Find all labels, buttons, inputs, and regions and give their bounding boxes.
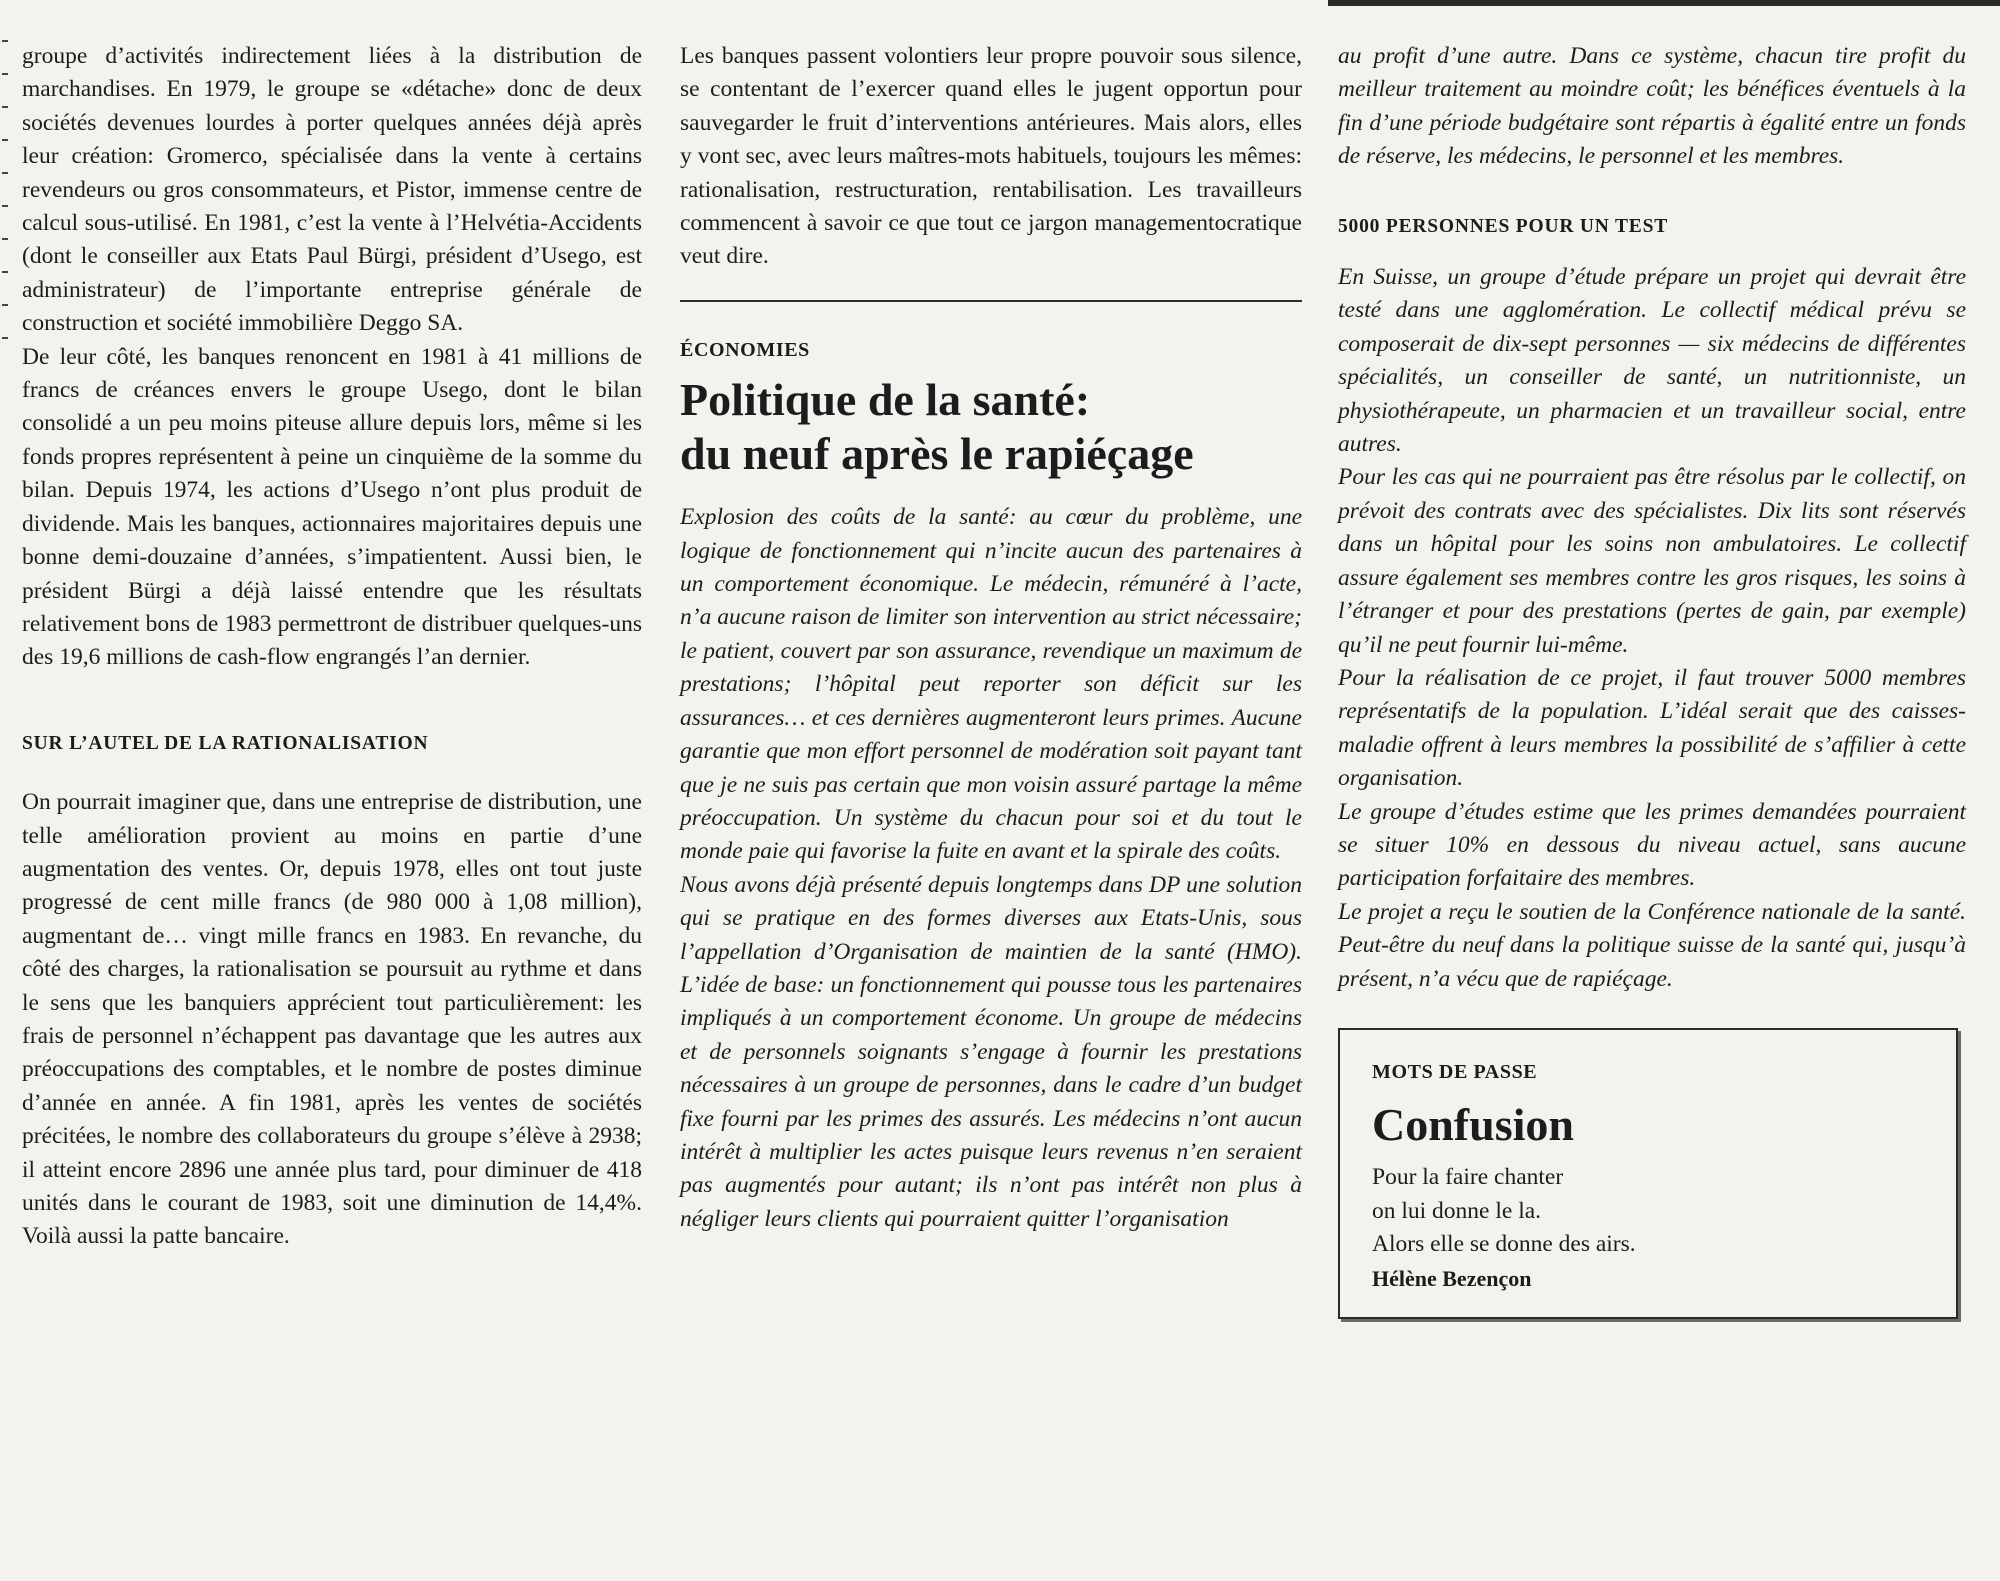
poem-box — [1338, 1028, 1958, 1319]
article-body-section — [1338, 261, 1966, 996]
paragraph: Le groupe d’études estime que les primes demandées pourraient se situer 10% en dessous du niveau actuel, sans aucune participation forfaitaire des membres. — [1338, 798, 1966, 892]
article-body-continued — [1338, 40, 1966, 174]
paragraph: En Suisse, un groupe d’étude prépare un projet qui devrait être testé dans une agglomération. Le collectif médical prévu se composerait de dix-sept personnes — six médecins de différentes spécialités, un conseiller de santé, un nutritionniste, un physiothérapeute, un pharmacien et un travailleur social, entre autres. — [1338, 264, 1966, 458]
paragraph: Pour les cas qui ne pourraient pas être résolus par le collectif, on prévoit des contrats avec des spécialistes. Dix lits sont réservés dans un hôpital pour les soins non ambulatoires. Le collectif assure également ses membres contre les gros risques, les soins à l’étranger et pour des prestations (pertes de gain, par exemple) qu’il ne peut fournir lui-même. — [1338, 464, 1966, 658]
box-title: Confusion — [1372, 1099, 1574, 1151]
paragraph: Explosion des coûts de la santé: au cœur du problème, une logique de fonctionnement qui n’incite aucun des partenaires à un comportement économique. Le médecin, rémunéré à l’acte, n’a aucune raison de limiter son intervention au strict nécessaire; le patient, couvert par son assurance, revendique un maximum de prestations; l’hôpital peut reporter son déficit sur les assurances… et ces dernières augmenteront leurs primes. Aucune garantie que mon effort personnel de modération soit payant tant que je ne suis pas certain que mon voisin assuré partage la même préoccupation. Un système du chacun pour soi et du tout le monde paie qui favorise la fuite en avant et la spirale des coûts. — [680, 504, 1302, 865]
headline-line-1: Politique de la santé: — [680, 374, 1091, 426]
top-rule — [1328, 0, 2000, 6]
paragraph: groupe d’activités indirectement liées à la distribution de marchandises. En 1979, le groupe se «détache» donc de deux sociétés devenues lourdes à porter quelques années déjà après leur création: Gromerco, spécialisée dans la vente à certains revendeurs ou gros consommateurs, et Pistor, immense centre de calcul sous-utilisé. En 1981, c’est la vente à l’Helvétia-Accidents (dont le conseiller aux Etats Paul Bürgi, président d’Usego, est administrateur) de l’importante entreprise générale de construction et société immobilière Deggo SA. — [22, 43, 642, 337]
poem-line: Pour la faire chanter — [1372, 1164, 1564, 1191]
column-2 — [680, 40, 1302, 1236]
article-divider — [680, 300, 1302, 302]
article-headline — [680, 373, 1302, 481]
paragraph: au profit d’une autre. Dans ce système, chacun tire profit du meilleur traitement au moindre coût; les bénéfices éventuels à la fin d’une période budgétaire sont répartis à égalité entre un fonds de réserve, les médecins, le personnel et les membres. — [1338, 43, 1966, 170]
paragraph: Pour la réalisation de ce projet, il faut trouver 5000 membres représentatifs de la population. L’idéal serait que des caisses-maladie offrent à leurs membres la possibilité de s’affilier à cette organisation. — [1338, 664, 1966, 792]
section-subhead: SUR L’AUTEL DE LA RATIONALISATION — [22, 732, 429, 754]
paragraph: Le projet a reçu le soutien de la Conférence nationale de la santé. Peut-être du neuf dans la politique suisse de la santé qui, jusqu’à présent, n’a vécu que de rapiéçage. — [1338, 898, 1966, 992]
paragraph: Les banques passent volontiers leur propre pouvoir sous silence, se contentant de l’exercer quand elles le jugent opportun pour sauvegarder le fruit d’interventions antérieures. Mais alors, elles y vont sec, avec leurs maîtres-mots habituels, toujours les mêmes: rationalisation, restructuration, rentabilisation. Les travailleurs commencent à savoir ce que tout ce jargon managementocratique veut dire. — [680, 43, 1302, 270]
paragraph: Nous avons déjà présenté depuis longtemps dans DP une solution qui se pratique en des formes diverses aux Etats-Unis, sous l’appellation d’Organisation de maintien de la santé (HMO). L’idée de base: un fonctionnement qui pousse tous les partenaires impliqués à un comportement économe. Un groupe de médecins et de personnels soignants s’engage à fournir les prestations nécessaires à un groupe de personnes, dans le cadre d’un budget fixe fourni par les primes des assurés. Les médecins n’ont aucun intérêt à multiplier les actes puisque leurs revenus n’en seraient pas augmentés pour autant; ils n’ont pas intérêt non plus à négliger leurs clients qui pourraient quitter l’organisation — [680, 871, 1302, 1232]
margin-marks — [2, 40, 10, 370]
column-3 — [1338, 40, 1966, 1319]
column-1 — [22, 40, 642, 1254]
article-rubric: ÉCONOMIES — [680, 338, 810, 361]
poem-line: Alors elle se donne des airs. — [1372, 1231, 1636, 1258]
section-subhead: 5000 PERSONNES POUR UN TEST — [1338, 215, 1669, 237]
box-author: Hélène Bezençon — [1372, 1265, 1532, 1291]
headline-line-2: du neuf après le rapiéçage — [680, 428, 1194, 480]
paragraph: De leur côté, les banques renoncent en 1981 à 41 millions de francs de créances envers le groupe Usego, dont le bilan consolidé a un peu moins piteuse allure depuis lors, même si les fonds propres représentent à peine un cinquième de la somme du bilan. Depuis 1974, les actions d’Usego n’ont plus produit de dividende. Mais les banques, actionnaires majoritaires depuis une bonne demi-douzaine d’années, s’impatientent. Aussi bien, le président Bürgi a déjà laissé entendre que les résultats relativement bons de 1983 permettront de distribuer quelques-uns des 19,6 millions de cash-flow engrangés l’an dernier. — [22, 343, 642, 671]
paragraph: On pourrait imaginer que, dans une entreprise de distribution, une telle amélioration provient au moins en partie d’une augmentation des ventes. Or, depuis 1978, elles ont tout juste progressé de cent mille francs (de 980 000 à 1,08 million), augmentant de… vingt mille francs en 1983. En revanche, du côté des charges, la rationalisation se poursuit au rythme et dans le sens que les banquiers apprécient tout particulièrement: les frais de personnel n’échappent pas davantage que les autres aux préoccupations des comptables, et le nombre de postes diminue d’année en année. A fin 1981, après les ventes de sociétés précitées, le nombre des collaborateurs du groupe s’élève à 2938; il atteint encore 2896 une année plus tard, pour diminuer de 418 unités dans le courant de 1983, soit une diminution de 14,4%. Voilà aussi la patte bancaire. — [22, 789, 642, 1250]
box-rubric: MOTS DE PASSE — [1372, 1060, 1538, 1083]
poem-line: on lui donne le la. — [1372, 1197, 1542, 1224]
article-body — [680, 501, 1302, 1236]
